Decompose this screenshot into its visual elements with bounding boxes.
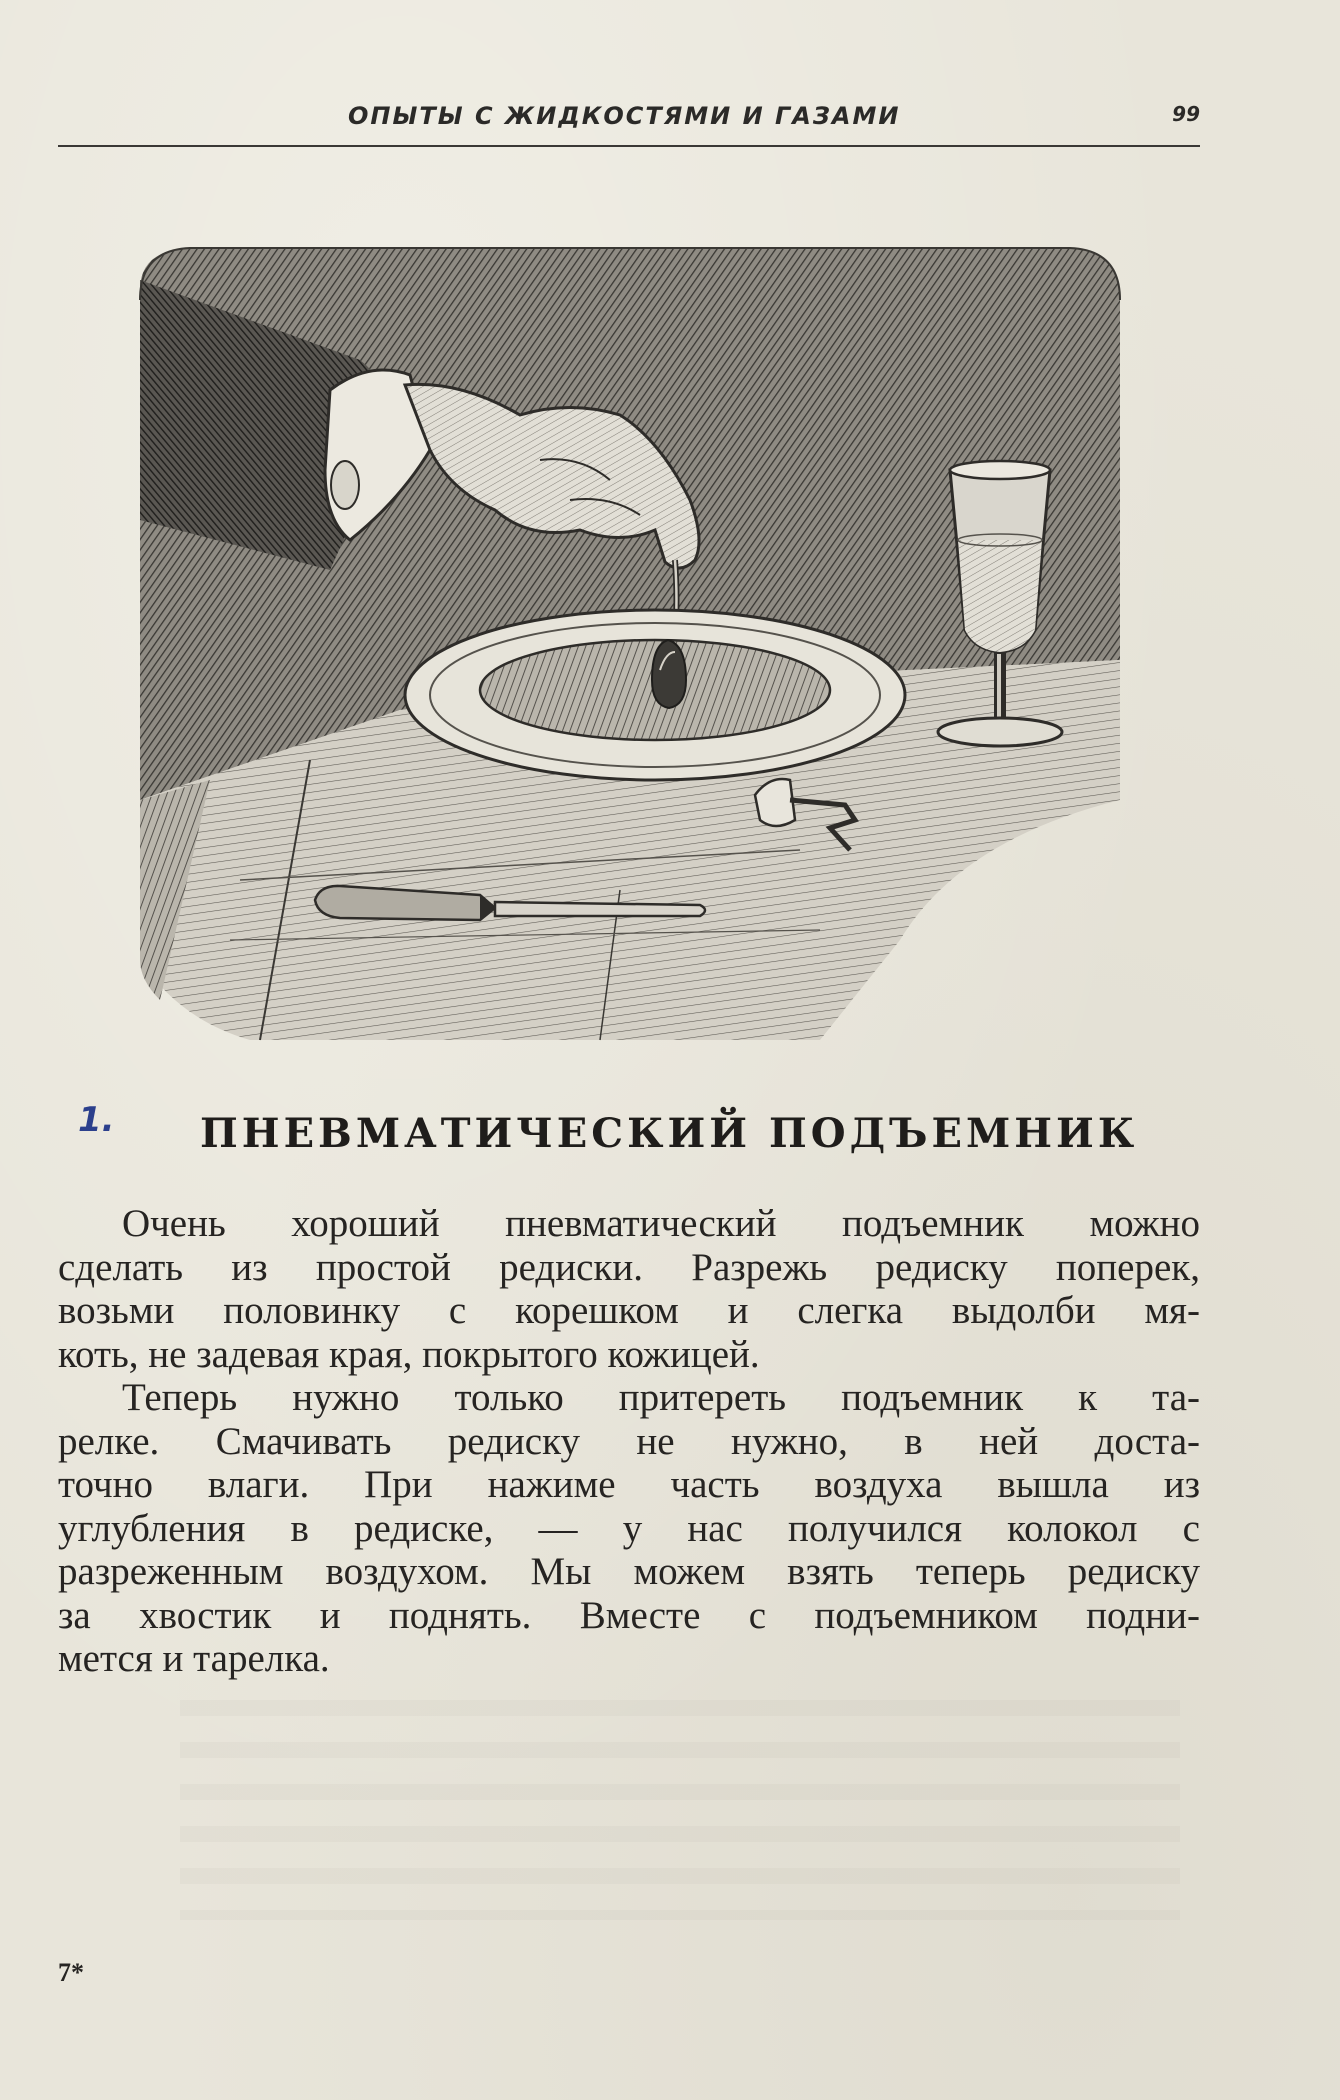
- text-line: точно влаги. При нажиме часть воздуха вышла из: [58, 1463, 1200, 1506]
- text-line: Теперь нужно только притереть подъемник к та-: [122, 1376, 1200, 1419]
- text-line: сделать из простой редиски. Разрежь редиску поперек,: [58, 1245, 1200, 1289]
- article-heading: ПНЕВМАТИЧЕСКИЙ ПОДЪЕМНИК: [200, 1110, 1139, 1157]
- text-line: релке. Смачивать редиску не нужно, в ней доста-: [58, 1419, 1200, 1463]
- running-head: [58, 98, 1200, 138]
- engraving-illustration: [100, 240, 1140, 1050]
- handwritten-annotation: 1.: [78, 1100, 115, 1140]
- text-line: мется и тарелка.: [58, 1637, 330, 1680]
- article-body: [58, 1202, 1200, 1681]
- text-line: Очень хороший пневматический подъемник можно: [122, 1202, 1200, 1245]
- illustration-svg: [100, 240, 1140, 1050]
- page-number: 99: [1172, 102, 1200, 126]
- header-rule: [58, 145, 1200, 147]
- text-line: коть, не задевая края, покрытого кожицей.: [58, 1332, 760, 1376]
- signature-mark: 7*: [58, 1958, 84, 1987]
- running-head-title: ОПЫТЫ С ЖИДКОСТЯМИ И ГАЗАМИ: [348, 102, 901, 130]
- text-line: углубления в редиске, — у нас получился колокол с: [58, 1506, 1200, 1550]
- show-through-text: [180, 1700, 1180, 1920]
- text-line: за хвостик и поднять. Вместе с подъемником подни-: [58, 1593, 1200, 1637]
- text-line: разреженным воздухом. Мы можем взять теперь редиску: [58, 1550, 1200, 1593]
- text-line: возьми половинку с корешком и слегка выдолби мя-: [58, 1289, 1200, 1332]
